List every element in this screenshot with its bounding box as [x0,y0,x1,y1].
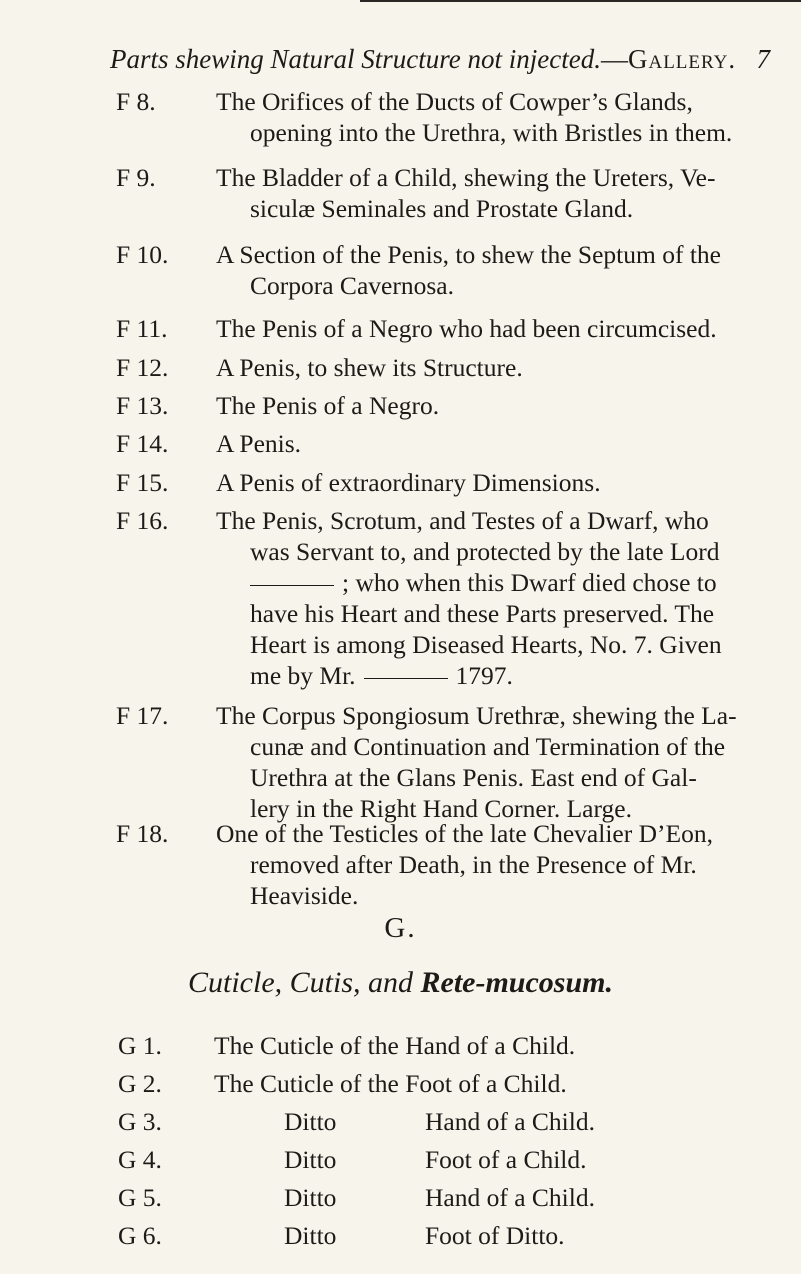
entry-id: G 5. [118,1183,162,1212]
entry-text: Hand of a Child. [425,1107,595,1136]
entry-id: F 9. [116,163,156,192]
name-blank-rule [364,678,448,679]
entry-line: A Penis, to shew its Structure. [216,353,523,382]
entry-line: One of the Testicles of the late Chevalier D’Eon, [216,819,713,848]
entry-line: A Penis. [216,429,302,458]
entry-line: Heaviside. [250,881,359,910]
entry-text: The Cuticle of the Foot of a Child. [214,1069,567,1098]
entry-line: The Orifices of the Ducts of Cowper’s Glands, [216,87,693,116]
entry-id: F 8. [116,87,156,116]
section-title-rete: Rete-mucosum. [420,966,613,999]
entry-text: Hand of a Child. [425,1183,595,1212]
entry-id: G 2. [118,1069,162,1098]
entry-line: A Penis of extraordinary Dimensions. [216,468,601,497]
entry-id: F 16. [116,506,169,535]
running-head-dash: — [600,44,628,74]
entry-id: F 12. [116,353,169,382]
entry-id: F 18. [116,819,169,848]
entry-line-fragment: ; who when this Dwarf died chose to [342,568,717,597]
entry-line: removed after Death, in the Presence of Mr. [250,850,697,879]
entry-line: siculæ Seminales and Prostate Gland. [250,194,634,223]
entry-id: G 6. [118,1221,162,1250]
entry-line-fragment: me by Mr. [250,661,356,690]
entry-id: F 14. [116,429,169,458]
entry-line: cunæ and Continuation and Termination of the [250,732,726,761]
entry-id: F 15. [116,468,169,497]
entry-line: The Bladder of a Child, shewing the Ureters, Ve- [216,163,716,192]
running-head-title: Parts shewing Natural Structure not injected. [110,44,601,74]
entry-id: F 11. [116,314,168,343]
section-title-and: and [368,966,413,999]
entry-line: was Servant to, and protected by the late Lord [250,537,720,566]
entry-line: Corpora Cavernosa. [250,271,454,300]
ditto-mark: Ditto [284,1183,337,1212]
entry-id: F 17. [116,701,169,730]
entry-line: opening into the Urethra, with Bristles in them. [250,118,733,147]
entry-line: have his Heart and these Parts preserved. The [250,599,715,628]
section-title-cutis: Cutis [289,966,353,999]
running-head [110,42,770,76]
ditto-mark: Ditto [284,1145,337,1174]
entry-text: Foot of Ditto. [425,1221,565,1250]
ditto-mark: Ditto [284,1107,337,1136]
running-head-location: Gallery. [627,44,737,74]
entry-text: Foot of a Child. [425,1145,587,1174]
entry-line-with-blank [250,567,772,598]
entry-line-with-blank [250,660,772,691]
entry-line: The Corpus Spongiosum Urethræ, shewing the La- [216,701,737,730]
section-title: Cuticle, Cutis, and Rete-mucosum. [187,966,613,999]
entry-line-fragment: 1797. [455,661,513,690]
entry-line: The Penis of a Negro who had been circumcised. [216,314,717,343]
entry-id: G 4. [118,1145,162,1174]
top-rule [360,0,801,2]
entry-id: F 10. [116,240,169,269]
page-number: 7 [756,44,770,74]
section-letter: G. [384,912,417,944]
entry-line: The Penis of a Negro. [216,391,440,420]
entry-id: G 1. [118,1031,162,1060]
entry-line: A Section of the Penis, to shew the Septum of the [216,240,721,269]
ditto-mark: Ditto [284,1221,337,1250]
entry-line: The Penis, Scrotum, and Testes of a Dwarf, who [216,506,709,535]
entry-line: lery in the Right Hand Corner. Large. [250,794,632,823]
name-blank-rule [250,585,334,586]
section-title-cuticle: Cuticle [187,966,275,999]
entry-line: Heart is among Diseased Hearts, No. 7. Given [250,630,722,659]
entry-line: Urethra at the Glans Penis. East end of Gal- [250,763,697,792]
entry-id: G 3. [118,1107,162,1136]
entry-text: The Cuticle of the Hand of a Child. [214,1031,576,1060]
entry-id: F 13. [116,391,169,420]
